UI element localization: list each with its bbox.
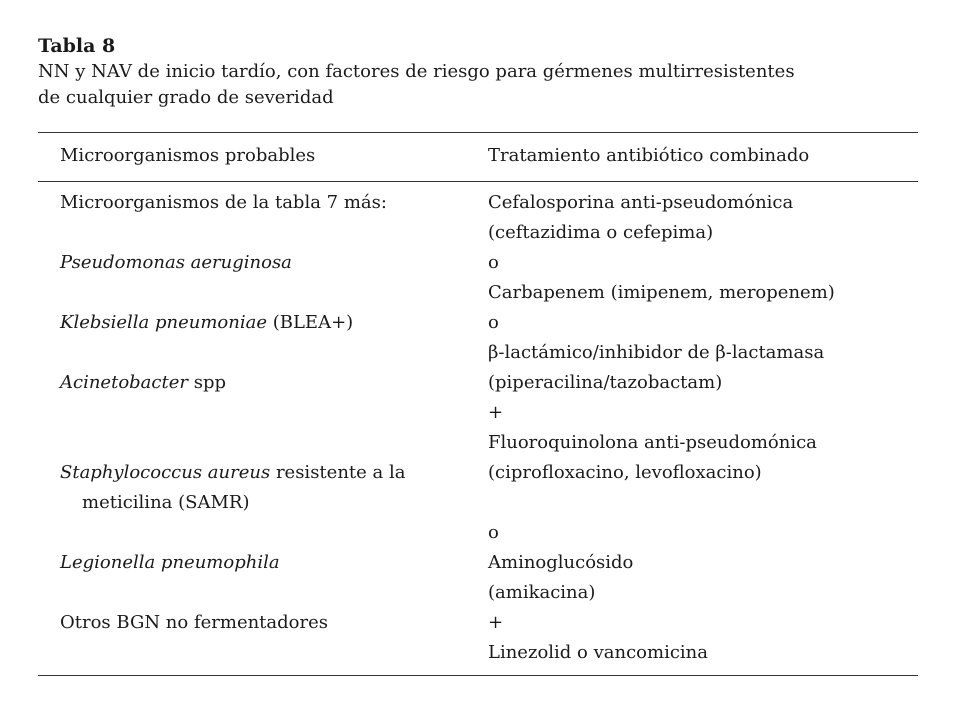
- microorganism-name: Legionella pneumophila: [60, 552, 280, 573]
- microorganism-item: [60, 368, 470, 398]
- treatment-line: (piperacilina/tazobactam): [488, 372, 723, 393]
- microorganism-item: [60, 308, 470, 338]
- microorganism-item: Microorganismos de la tabla 7 más:: [60, 192, 387, 213]
- treatment-line: Cefalosporina anti-pseudomónica: [488, 192, 794, 213]
- microorganism-item-continuation: meticilina (SAMR): [82, 492, 250, 513]
- treatment-line: Carbapenem (imipenem, meropenem): [488, 282, 835, 303]
- treatment-line: Fluoroquinolona anti-pseudomónica: [488, 432, 817, 453]
- microorganism-item: [60, 548, 470, 578]
- header-treatment: Tratamiento antibiótico combinado: [488, 145, 810, 166]
- caption-line-2: de cualquier grado de severidad: [38, 87, 334, 108]
- table-caption: [38, 59, 918, 111]
- treatment-connector: o: [488, 312, 499, 333]
- microorganism-qualifier: spp: [187, 372, 226, 393]
- treatment-connector: +: [488, 402, 504, 423]
- treatment-line: (ciprofloxacino, levofloxacino): [488, 462, 762, 483]
- table-label: Tabla 8: [38, 35, 116, 57]
- header-microorganisms: Microorganismos probables: [60, 145, 316, 166]
- microorganism-name: Pseudomonas aeruginosa: [60, 252, 292, 273]
- table-header-rule: [38, 181, 918, 182]
- table-document: [38, 33, 918, 663]
- treatment-connector: o: [488, 252, 499, 273]
- treatment-line: Aminoglucósido: [488, 552, 634, 573]
- microorganism-item: [60, 458, 470, 488]
- caption-line-1: NN y NAV de inicio tardío, con factores de riesgo para gérmenes multirresistentes: [38, 61, 795, 82]
- microorganism-name: Staphylococcus aureus: [60, 462, 271, 483]
- microorganism-name: Acinetobacter: [60, 372, 188, 393]
- table-bottom-rule: [38, 675, 918, 676]
- microorganism-item: Otros BGN no fermentadores: [60, 612, 329, 633]
- treatment-line: (amikacina): [488, 582, 596, 603]
- microorganism-item: [60, 248, 470, 278]
- treatment-connector: o: [488, 522, 499, 543]
- treatment-line: Linezolid o vancomicina: [488, 642, 708, 663]
- treatment-line: β-lactámico/inhibidor de β-lactamasa: [488, 342, 825, 363]
- table-top-rule: [38, 132, 918, 133]
- microorganism-qualifier: resistente a la: [270, 462, 406, 483]
- microorganism-name: Klebsiella pneumoniae: [60, 312, 267, 333]
- treatment-connector: +: [488, 612, 504, 633]
- treatment-line: (ceftazidima o cefepima): [488, 222, 714, 243]
- microorganism-qualifier: (BLEA+): [267, 312, 354, 333]
